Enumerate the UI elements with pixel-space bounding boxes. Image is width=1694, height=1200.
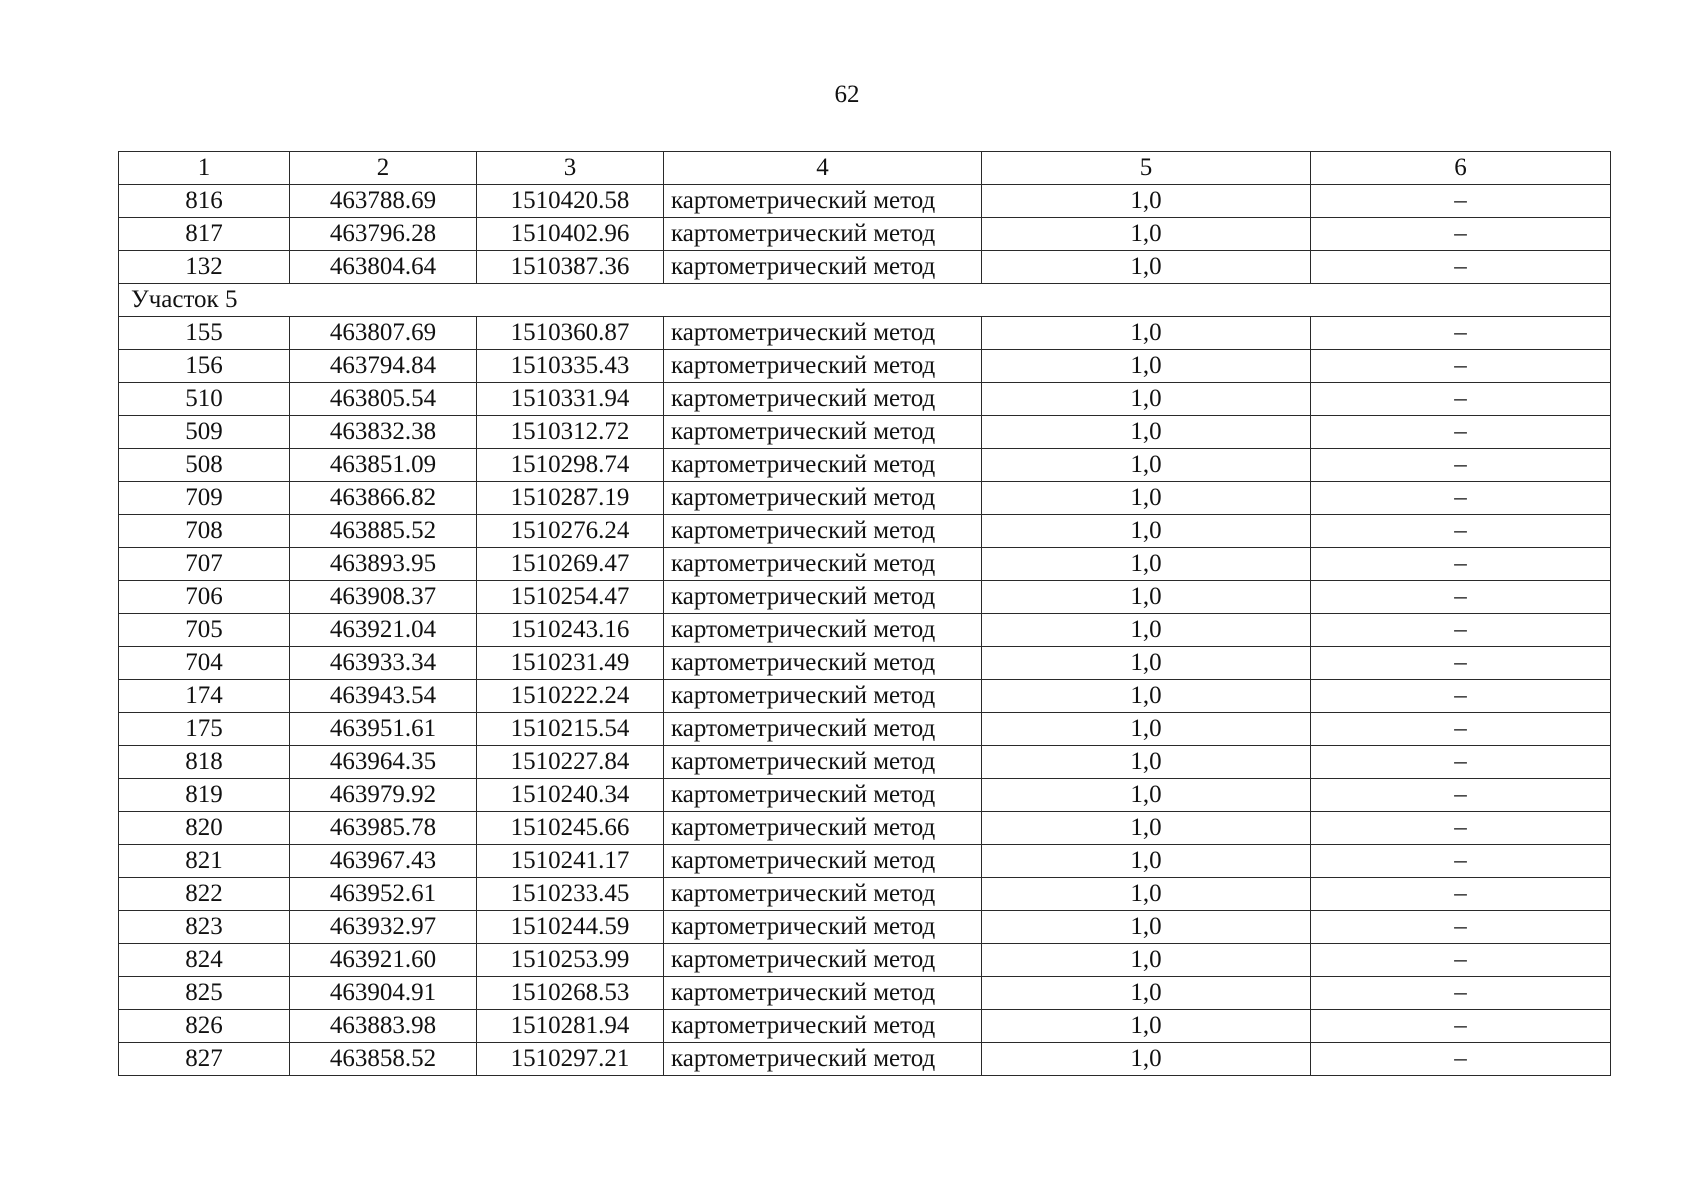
point-number-cell: 708 — [119, 515, 290, 548]
accuracy-cell: 1,0 — [982, 317, 1311, 350]
y-coordinate-cell: 1510254.47 — [477, 581, 664, 614]
page-number: 62 — [834, 81, 860, 108]
table-row — [119, 482, 1611, 515]
accuracy-cell: 1,0 — [982, 1043, 1311, 1076]
coordinates-table — [118, 151, 1611, 1076]
point-number-cell: 509 — [119, 416, 290, 449]
method-cell: картометрический метод — [664, 1043, 982, 1076]
note-cell: – — [1311, 185, 1611, 218]
point-number-cell: 707 — [119, 548, 290, 581]
x-coordinate-cell: 463979.92 — [290, 779, 477, 812]
accuracy-cell: 1,0 — [982, 581, 1311, 614]
point-number-cell: 823 — [119, 911, 290, 944]
method-cell: картометрический метод — [664, 581, 982, 614]
note-cell: – — [1311, 878, 1611, 911]
x-coordinate-cell: 463921.60 — [290, 944, 477, 977]
table-row — [119, 383, 1611, 416]
column-header-2: 2 — [290, 152, 477, 185]
x-coordinate-cell: 463932.97 — [290, 911, 477, 944]
method-cell: картометрический метод — [664, 779, 982, 812]
method-cell: картометрический метод — [664, 812, 982, 845]
column-header-5: 5 — [982, 152, 1311, 185]
method-cell: картометрический метод — [664, 515, 982, 548]
point-number-cell: 816 — [119, 185, 290, 218]
method-cell: картометрический метод — [664, 614, 982, 647]
note-cell: – — [1311, 746, 1611, 779]
note-cell: – — [1311, 548, 1611, 581]
section-row — [119, 284, 1611, 317]
y-coordinate-cell: 1510269.47 — [477, 548, 664, 581]
note-cell: – — [1311, 350, 1611, 383]
note-cell: – — [1311, 515, 1611, 548]
table-header — [119, 152, 1611, 185]
y-coordinate-cell: 1510287.19 — [477, 482, 664, 515]
x-coordinate-cell: 463788.69 — [290, 185, 477, 218]
point-number-cell: 822 — [119, 878, 290, 911]
method-cell: картометрический метод — [664, 317, 982, 350]
accuracy-cell: 1,0 — [982, 383, 1311, 416]
table-row — [119, 1010, 1611, 1043]
table-row — [119, 548, 1611, 581]
table-row — [119, 614, 1611, 647]
column-header-3: 3 — [477, 152, 664, 185]
x-coordinate-cell: 463904.91 — [290, 977, 477, 1010]
note-cell: – — [1311, 1010, 1611, 1043]
accuracy-cell: 1,0 — [982, 977, 1311, 1010]
point-number-cell: 174 — [119, 680, 290, 713]
table-row — [119, 1043, 1611, 1076]
x-coordinate-cell: 463952.61 — [290, 878, 477, 911]
accuracy-cell: 1,0 — [982, 878, 1311, 911]
table-body — [119, 185, 1611, 1076]
y-coordinate-cell: 1510244.59 — [477, 911, 664, 944]
y-coordinate-cell: 1510268.53 — [477, 977, 664, 1010]
method-cell: картометрический метод — [664, 680, 982, 713]
header-row — [119, 152, 1611, 185]
point-number-cell: 819 — [119, 779, 290, 812]
accuracy-cell: 1,0 — [982, 779, 1311, 812]
note-cell: – — [1311, 944, 1611, 977]
table-row — [119, 944, 1611, 977]
point-number-cell: 175 — [119, 713, 290, 746]
point-number-cell: 826 — [119, 1010, 290, 1043]
note-cell: – — [1311, 1043, 1611, 1076]
y-coordinate-cell: 1510312.72 — [477, 416, 664, 449]
accuracy-cell: 1,0 — [982, 746, 1311, 779]
x-coordinate-cell: 463885.52 — [290, 515, 477, 548]
x-coordinate-cell: 463794.84 — [290, 350, 477, 383]
accuracy-cell: 1,0 — [982, 812, 1311, 845]
method-cell: картометрический метод — [664, 746, 982, 779]
table-row — [119, 779, 1611, 812]
point-number-cell: 709 — [119, 482, 290, 515]
table-row — [119, 977, 1611, 1010]
method-cell: картометрический метод — [664, 548, 982, 581]
y-coordinate-cell: 1510276.24 — [477, 515, 664, 548]
note-cell: – — [1311, 977, 1611, 1010]
note-cell: – — [1311, 647, 1611, 680]
accuracy-cell: 1,0 — [982, 1010, 1311, 1043]
accuracy-cell: 1,0 — [982, 218, 1311, 251]
note-cell: – — [1311, 911, 1611, 944]
accuracy-cell: 1,0 — [982, 416, 1311, 449]
y-coordinate-cell: 1510241.17 — [477, 845, 664, 878]
point-number-cell: 820 — [119, 812, 290, 845]
note-cell: – — [1311, 581, 1611, 614]
y-coordinate-cell: 1510227.84 — [477, 746, 664, 779]
y-coordinate-cell: 1510222.24 — [477, 680, 664, 713]
y-coordinate-cell: 1510331.94 — [477, 383, 664, 416]
table-row — [119, 350, 1611, 383]
point-number-cell: 825 — [119, 977, 290, 1010]
accuracy-cell: 1,0 — [982, 482, 1311, 515]
note-cell: – — [1311, 317, 1611, 350]
note-cell: – — [1311, 713, 1611, 746]
y-coordinate-cell: 1510298.74 — [477, 449, 664, 482]
note-cell: – — [1311, 416, 1611, 449]
x-coordinate-cell: 463858.52 — [290, 1043, 477, 1076]
point-number-cell: 156 — [119, 350, 290, 383]
section-title: Участок 5 — [119, 284, 1611, 317]
point-number-cell: 704 — [119, 647, 290, 680]
point-number-cell: 817 — [119, 218, 290, 251]
x-coordinate-cell: 463804.64 — [290, 251, 477, 284]
x-coordinate-cell: 463866.82 — [290, 482, 477, 515]
accuracy-cell: 1,0 — [982, 680, 1311, 713]
table-row — [119, 317, 1611, 350]
note-cell: – — [1311, 680, 1611, 713]
note-cell: – — [1311, 779, 1611, 812]
x-coordinate-cell: 463921.04 — [290, 614, 477, 647]
note-cell: – — [1311, 482, 1611, 515]
table-row — [119, 647, 1611, 680]
accuracy-cell: 1,0 — [982, 350, 1311, 383]
y-coordinate-cell: 1510243.16 — [477, 614, 664, 647]
accuracy-cell: 1,0 — [982, 911, 1311, 944]
note-cell: – — [1311, 383, 1611, 416]
method-cell: картометрический метод — [664, 1010, 982, 1043]
point-number-cell: 824 — [119, 944, 290, 977]
y-coordinate-cell: 1510231.49 — [477, 647, 664, 680]
point-number-cell: 706 — [119, 581, 290, 614]
point-number-cell: 821 — [119, 845, 290, 878]
y-coordinate-cell: 1510281.94 — [477, 1010, 664, 1043]
note-cell: – — [1311, 251, 1611, 284]
x-coordinate-cell: 463933.34 — [290, 647, 477, 680]
accuracy-cell: 1,0 — [982, 713, 1311, 746]
method-cell: картометрический метод — [664, 845, 982, 878]
method-cell: картометрический метод — [664, 713, 982, 746]
y-coordinate-cell: 1510420.58 — [477, 185, 664, 218]
method-cell: картометрический метод — [664, 482, 982, 515]
x-coordinate-cell: 463964.35 — [290, 746, 477, 779]
accuracy-cell: 1,0 — [982, 944, 1311, 977]
y-coordinate-cell: 1510335.43 — [477, 350, 664, 383]
y-coordinate-cell: 1510297.21 — [477, 1043, 664, 1076]
point-number-cell: 510 — [119, 383, 290, 416]
method-cell: картометрический метод — [664, 449, 982, 482]
table-row — [119, 449, 1611, 482]
x-coordinate-cell: 463807.69 — [290, 317, 477, 350]
y-coordinate-cell: 1510387.36 — [477, 251, 664, 284]
accuracy-cell: 1,0 — [982, 548, 1311, 581]
table-row — [119, 878, 1611, 911]
y-coordinate-cell: 1510253.99 — [477, 944, 664, 977]
y-coordinate-cell: 1510233.45 — [477, 878, 664, 911]
column-header-1: 1 — [119, 152, 290, 185]
accuracy-cell: 1,0 — [982, 647, 1311, 680]
point-number-cell: 508 — [119, 449, 290, 482]
column-header-4: 4 — [664, 152, 982, 185]
method-cell: картометрический метод — [664, 185, 982, 218]
method-cell: картометрический метод — [664, 878, 982, 911]
point-number-cell: 155 — [119, 317, 290, 350]
x-coordinate-cell: 463967.43 — [290, 845, 477, 878]
x-coordinate-cell: 463832.38 — [290, 416, 477, 449]
accuracy-cell: 1,0 — [982, 614, 1311, 647]
table-row — [119, 218, 1611, 251]
note-cell: – — [1311, 218, 1611, 251]
point-number-cell: 132 — [119, 251, 290, 284]
method-cell: картометрический метод — [664, 251, 982, 284]
x-coordinate-cell: 463805.54 — [290, 383, 477, 416]
column-header-6: 6 — [1311, 152, 1611, 185]
y-coordinate-cell: 1510215.54 — [477, 713, 664, 746]
table-row — [119, 713, 1611, 746]
accuracy-cell: 1,0 — [982, 515, 1311, 548]
x-coordinate-cell: 463883.98 — [290, 1010, 477, 1043]
table-row — [119, 185, 1611, 218]
table-row — [119, 416, 1611, 449]
table-row — [119, 581, 1611, 614]
note-cell: – — [1311, 845, 1611, 878]
x-coordinate-cell: 463893.95 — [290, 548, 477, 581]
method-cell: картометрический метод — [664, 416, 982, 449]
table-row — [119, 515, 1611, 548]
note-cell: – — [1311, 812, 1611, 845]
table-row — [119, 746, 1611, 779]
x-coordinate-cell: 463796.28 — [290, 218, 477, 251]
point-number-cell: 818 — [119, 746, 290, 779]
y-coordinate-cell: 1510245.66 — [477, 812, 664, 845]
method-cell: картометрический метод — [664, 383, 982, 416]
point-number-cell: 705 — [119, 614, 290, 647]
accuracy-cell: 1,0 — [982, 185, 1311, 218]
y-coordinate-cell: 1510360.87 — [477, 317, 664, 350]
method-cell: картометрический метод — [664, 977, 982, 1010]
x-coordinate-cell: 463908.37 — [290, 581, 477, 614]
note-cell: – — [1311, 614, 1611, 647]
table-row — [119, 680, 1611, 713]
accuracy-cell: 1,0 — [982, 251, 1311, 284]
method-cell: картометрический метод — [664, 944, 982, 977]
point-number-cell: 827 — [119, 1043, 290, 1076]
x-coordinate-cell: 463985.78 — [290, 812, 477, 845]
table-row — [119, 845, 1611, 878]
y-coordinate-cell: 1510402.96 — [477, 218, 664, 251]
x-coordinate-cell: 463851.09 — [290, 449, 477, 482]
note-cell: – — [1311, 449, 1611, 482]
table-row — [119, 812, 1611, 845]
y-coordinate-cell: 1510240.34 — [477, 779, 664, 812]
accuracy-cell: 1,0 — [982, 449, 1311, 482]
x-coordinate-cell: 463943.54 — [290, 680, 477, 713]
method-cell: картометрический метод — [664, 911, 982, 944]
table-row — [119, 911, 1611, 944]
x-coordinate-cell: 463951.61 — [290, 713, 477, 746]
method-cell: картометрический метод — [664, 218, 982, 251]
table-row — [119, 251, 1611, 284]
method-cell: картометрический метод — [664, 350, 982, 383]
accuracy-cell: 1,0 — [982, 845, 1311, 878]
method-cell: картометрический метод — [664, 647, 982, 680]
